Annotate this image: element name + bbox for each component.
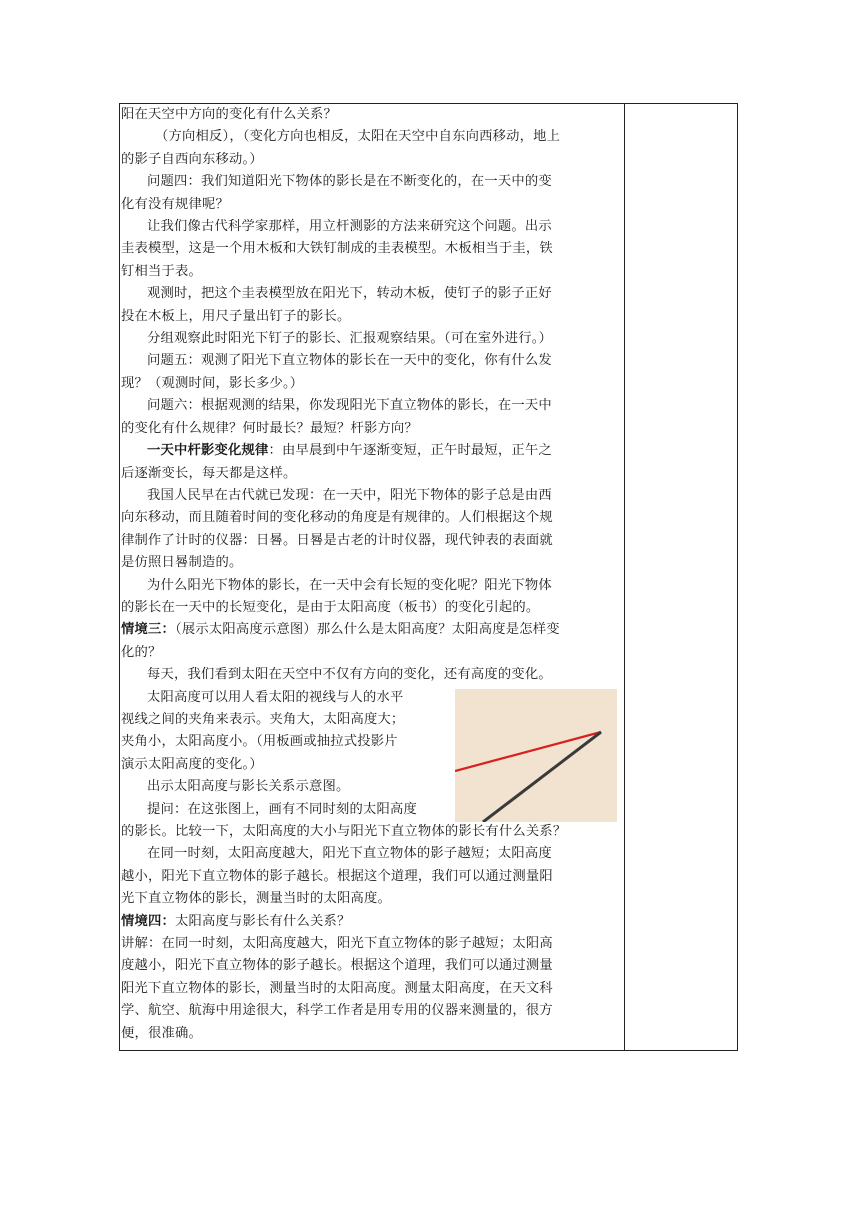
text-line: （方向相反），（变化方向也相反，太阳在天空中自东向西移动，地上 bbox=[155, 129, 561, 145]
column-divider bbox=[624, 103, 625, 1051]
text-line: 向东移动，而且随着时间的变化移动的角度是有规律的。人们根据这个规 bbox=[121, 510, 553, 526]
text-line: 化有没有规律呢？ bbox=[121, 196, 229, 212]
text-line: 阳在天空中方向的变化有什么关系？ bbox=[121, 107, 337, 122]
text-line: 越小，阳光下直立物体的影子越长。根据这个道理，我们可以通过测量阳 bbox=[121, 868, 553, 884]
text-line: 讲解：在同一时刻，太阳高度越大，阳光下直立物体的影子越短；太阳高 bbox=[121, 936, 553, 952]
text-line: 的影长。比较一下，太阳高度的大小与阳光下直立物体的影长有什么关系？ bbox=[121, 824, 567, 839]
text-line: 为什么阳光下物体的影长，在一天中会有长短的变化呢？阳光下物体 bbox=[147, 577, 552, 593]
sun-altitude-figure bbox=[455, 689, 617, 822]
text-line: 律制作了计时的仪器：日晷。日晷是古老的计时仪器，现代钟表的表面就 bbox=[121, 532, 553, 548]
text-line: 视线之间的夹角来表示。夹角大，太阳高度大； bbox=[121, 711, 405, 727]
text-line: 让我们像古代科学家那样，用立杆测影的方法来研究这个问题。出示 bbox=[147, 219, 552, 235]
text-line bbox=[121, 619, 621, 641]
text-line: 圭表模型，这是一个用木板和大铁钉制成的圭表模型。木板相当于圭，铁 bbox=[121, 241, 553, 257]
text-line: 度越小，阳光下直立物体的影子越长。根据这个道理，我们可以通过测量 bbox=[121, 958, 553, 974]
text-line: 投在木板上，用尺子量出钉子的影长。 bbox=[121, 308, 351, 324]
text-line: 我国人民早在古代就已发现：在一天中，阳光下物体的影子总是由西 bbox=[147, 487, 552, 503]
text-line: 的影长在一天中的长短变化，是由于太阳高度（板书）的变化引起的。 bbox=[121, 599, 540, 615]
sight-line bbox=[455, 732, 601, 771]
text-line: 演示太阳高度的变化。） bbox=[121, 756, 263, 772]
text-line: 的影子自西向东移动。） bbox=[121, 151, 263, 167]
section-label: 情境三： bbox=[121, 622, 175, 638]
text-line: 化的？ bbox=[121, 644, 162, 660]
text-line bbox=[121, 440, 621, 462]
text-line: 提问：在这张图上，画有不同时刻的太阳高度 bbox=[147, 801, 417, 817]
text-line: 问题四：我们知道阳光下物体的影长是在不断变化的，在一天中的变 bbox=[147, 174, 552, 190]
text-line: 太阳高度可以用人看太阳的视线与人的水平 bbox=[147, 689, 404, 705]
section-label: 情境四： bbox=[121, 913, 175, 929]
text-line: 出示太阳高度与影长关系示意图。 bbox=[147, 779, 350, 795]
text-line: 在同一时刻，太阳高度越大，阳光下直立物体的影子越短；太阳高度 bbox=[147, 846, 552, 862]
text-line: 现？（观测时间，影长多少。） bbox=[121, 375, 304, 391]
text-line: 光下直立物体的影长，测量当时的太阳高度。 bbox=[121, 891, 391, 907]
text-line: 分组观察此时阳光下钉子的影长、汇报观察结果。（可在室外进行。） bbox=[147, 331, 553, 347]
lesson-content-cell bbox=[121, 104, 621, 1045]
text-line: 问题五：观测了阳光下直立物体的影长在一天中的变化，你有什么发 bbox=[147, 353, 552, 369]
text-line bbox=[121, 911, 621, 933]
bold-heading: 一天中杆影变化规律 bbox=[147, 443, 269, 459]
text-line: 便，很准确。 bbox=[121, 1025, 202, 1041]
text-line: 问题六：根据观测的结果，你发现阳光下直立物体的影长，在一天中 bbox=[147, 398, 552, 414]
text-line: 夹角小，太阳高度小。（用板画或抽拉式投影片 bbox=[121, 734, 398, 750]
text-line: 每天，我们看到太阳在天空中不仅有方向的变化，还有高度的变化。 bbox=[147, 667, 552, 683]
text-line: 钉相当于表。 bbox=[121, 263, 202, 279]
text-line: 阳光下直立物体的影长，测量当时的太阳高度。测量太阳高度，在天文科 bbox=[121, 980, 553, 996]
text-span: （展示太阳高度示意图）那么什么是太阳高度？太阳高度是怎样变 bbox=[175, 622, 560, 638]
text-line: 的变化有什么规律？何时最长？最短？杆影方向？ bbox=[121, 420, 418, 436]
sun-ray-line bbox=[483, 732, 601, 822]
sun-altitude-diagram bbox=[455, 689, 617, 822]
text-line: 观测时，把这个圭表模型放在阳光下，转动木板，使钉子的影子正好 bbox=[147, 286, 552, 302]
wrapped-text-block bbox=[121, 687, 451, 821]
text-line: 是仿照日晷制造的。 bbox=[121, 555, 243, 571]
text-span: 太阳高度与影长有什么关系？ bbox=[175, 913, 351, 929]
text-line: 后逐渐变长，每天都是这样。 bbox=[121, 465, 297, 481]
text-line: 学、航空、航海中用途很大，科学工作者是用专用的仪器来测量的，很方 bbox=[121, 1003, 553, 1019]
text-span: ：由早晨到中午逐渐变短，正午时最短，正午之 bbox=[268, 443, 552, 459]
